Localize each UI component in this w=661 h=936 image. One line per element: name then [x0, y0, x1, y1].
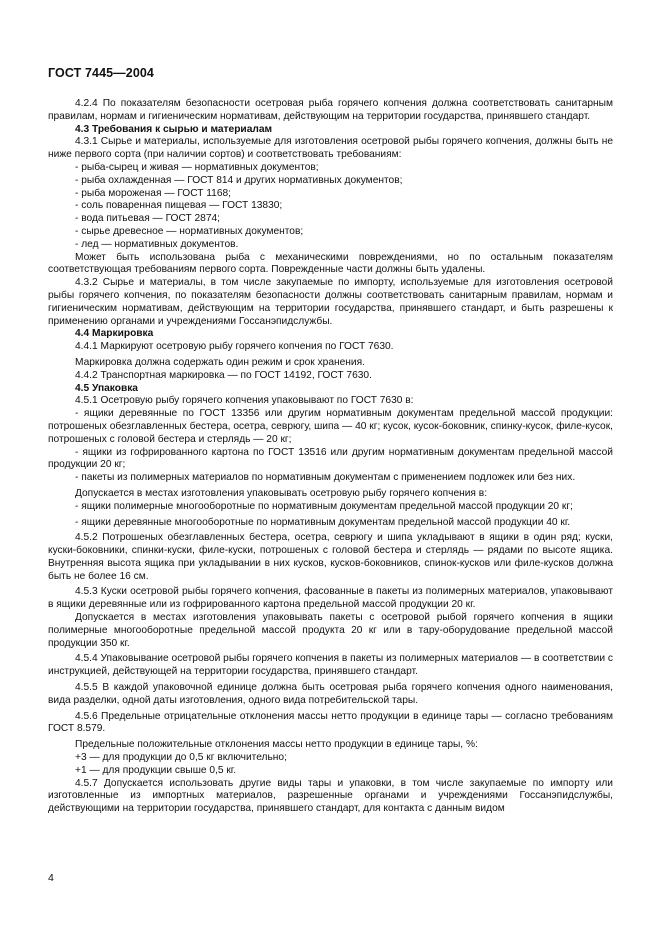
list-item: - рыба мороженая — ГОСТ 1168; [75, 187, 232, 199]
list-item: - ящики полимерные многооборотные по нормативным документам предельной массой продукции 20 кг; [75, 500, 573, 512]
list-item: - рыба охлажденная — ГОСТ 814 и других нормативных документов; [75, 174, 403, 186]
paragraph: 4.5.2 Потрошеных обезглавленных бестера, осетра, севрюгу и шипа укладывают в ящики в один ряд; куски, куски-боковники, спинки-куски, филе-куски, потрошеных с головой бестера и стерлядь — рядами по высоте ящика. Внутренняя высота ящика при укладывании в них кусков, кусков-боковников, спинок-кусков или филе-кусков должна быть не более 16 см. [48, 532, 613, 582]
list-item: - пакеты из полимерных материалов по нормативным документам с применением подложек или без них. [75, 472, 576, 484]
list-item: - ящики из гофрированного картона по ГОСТ 13516 или другим нормативным документам предельной массой продукции 20 кг; [48, 446, 613, 471]
list-item: - вода питьевая — ГОСТ 2874; [75, 213, 221, 225]
paragraph: 4.5.5 В каждой упаковочной единице должна быть осетровая рыба горячего копчения одного наименования, вида разделки, одной даты изготовления, одного вида потребительской тары. [48, 682, 613, 706]
list-item: +3 — для продукции до 0,5 кг включительно; [75, 752, 287, 764]
list-item: - соль поваренная пищевая — ГОСТ 13830; [75, 200, 283, 212]
page-number: 4 [48, 872, 54, 884]
list-item: - ящики деревянные по ГОСТ 13356 или другим нормативным документам предельной массой продукции: потрошеных обезглавленных бестера, осетра, севрюгу, шипа — 40 кг; кусок, кусок-боковник, спинку-кусок, филе-кусок, потрошеных с головой бестера и стерлядь — 20 кг; [48, 408, 613, 445]
document-body [48, 98, 613, 816]
paragraph: 4.5.3 Куски осетровой рыбы горячего копчения, фасованные в пакеты из полимерных материалов, упаковывают в ящики деревянные или из гофрированного картона предельной массой продукции 20 кг. [48, 586, 613, 611]
paragraph: Маркировка должна содержать один режим и срок хранения. [75, 356, 365, 368]
section-heading: 4.4 Маркировка [75, 328, 154, 340]
paragraph: Может быть использована рыба с механическими повреждениями, но по остальным показателям соответствующая требованиям первого сорта. Поврежденные части должны быть удалены. [48, 251, 613, 276]
paragraph: 4.5.1 Осетровую рыбу горячего копчения упаковывают по ГОСТ 7630 в: [75, 395, 414, 407]
paragraph: 4.2.4 По показателям безопасности осетровая рыба горячего копчения должна соответствовать санитарным правилам, нормам и гигиеническим нормативам, действующим на территории государства, принявшего стандарт. [48, 98, 613, 122]
list-item: - рыба-сырец и живая — нормативных документов; [75, 161, 319, 173]
paragraph: Предельные положительные отклонения массы нетто продукции в единице тары, %: [75, 739, 478, 751]
list-item: - ящики деревянные многооборотные по нормативным документам предельной массой продукции 40 кг. [75, 516, 571, 528]
document-header: ГОСТ 7445—2004 [48, 66, 154, 80]
section-heading: 4.3 Требования к сырью и материалам [75, 123, 273, 135]
paragraph: Допускается в местах изготовления упаковывать пакеты с осетровой рыбой горячего копчения в ящики полимерные многооборотные предельной массой продукта 20 кг или в тару-оборудование предельной массой продукции 350 кг. [48, 612, 613, 649]
paragraph: Допускается в местах изготовления упаковывать осетровую рыбу горячего копчения в: [75, 487, 488, 499]
paragraph: 4.3.1 Сырье и материалы, используемые для изготовления осетровой рыбы горячего копчения, должны быть не ниже первого сорта (при наличии сортов) и соответствовать требованиям: [48, 136, 613, 161]
paragraph: 4.5.7 Допускается использовать другие виды тары и упаковки, в том числе закупаемые по импорту или изготовленные из импортных материалов, разрешенные органами и учреждениями Госсанэпидслужбы, действующими на территории государства, принявшего стандарт, для контакта с данным видом [48, 777, 613, 815]
paragraph: 4.5.4 Упаковывание осетровой рыбы горячего копчения в пакеты из полимерных материалов — в соответствии с инструкцией, действующей на территории государства, принявшего стандарт. [48, 653, 613, 678]
paragraph: 4.4.1 Маркируют осетровую рыбу горячего копчения по ГОСТ 7630. [75, 341, 394, 353]
list-item: - лед — нормативных документов. [75, 238, 239, 250]
list-item: - сырье древесное — нормативных документов; [75, 225, 304, 237]
paragraph: 4.4.2 Транспортная маркировка — по ГОСТ 14192, ГОСТ 7630. [75, 369, 372, 381]
paragraph: 4.5.6 Предельные отрицательные отклонения массы нетто продукции в единице тары — согласно требованиям ГОСТ 8.579. [48, 710, 613, 735]
paragraph: 4.3.2 Сырье и материалы, в том числе закупаемые по импорту, используемые для изготовления осетровой рыбы горячего копчения, по показателям безопасности должны соответствовать санитарным правилам, нормам и гигиеническим нормативам, действующим на территории государства, принявшего стандарт, и быть разрешены к применению органами и учреждениями Госсанэпидслужбы. [48, 277, 613, 327]
section-heading: 4.5 Упаковка [75, 382, 138, 394]
list-item: +1 — для продукции свыше 0,5 кг. [75, 764, 237, 776]
